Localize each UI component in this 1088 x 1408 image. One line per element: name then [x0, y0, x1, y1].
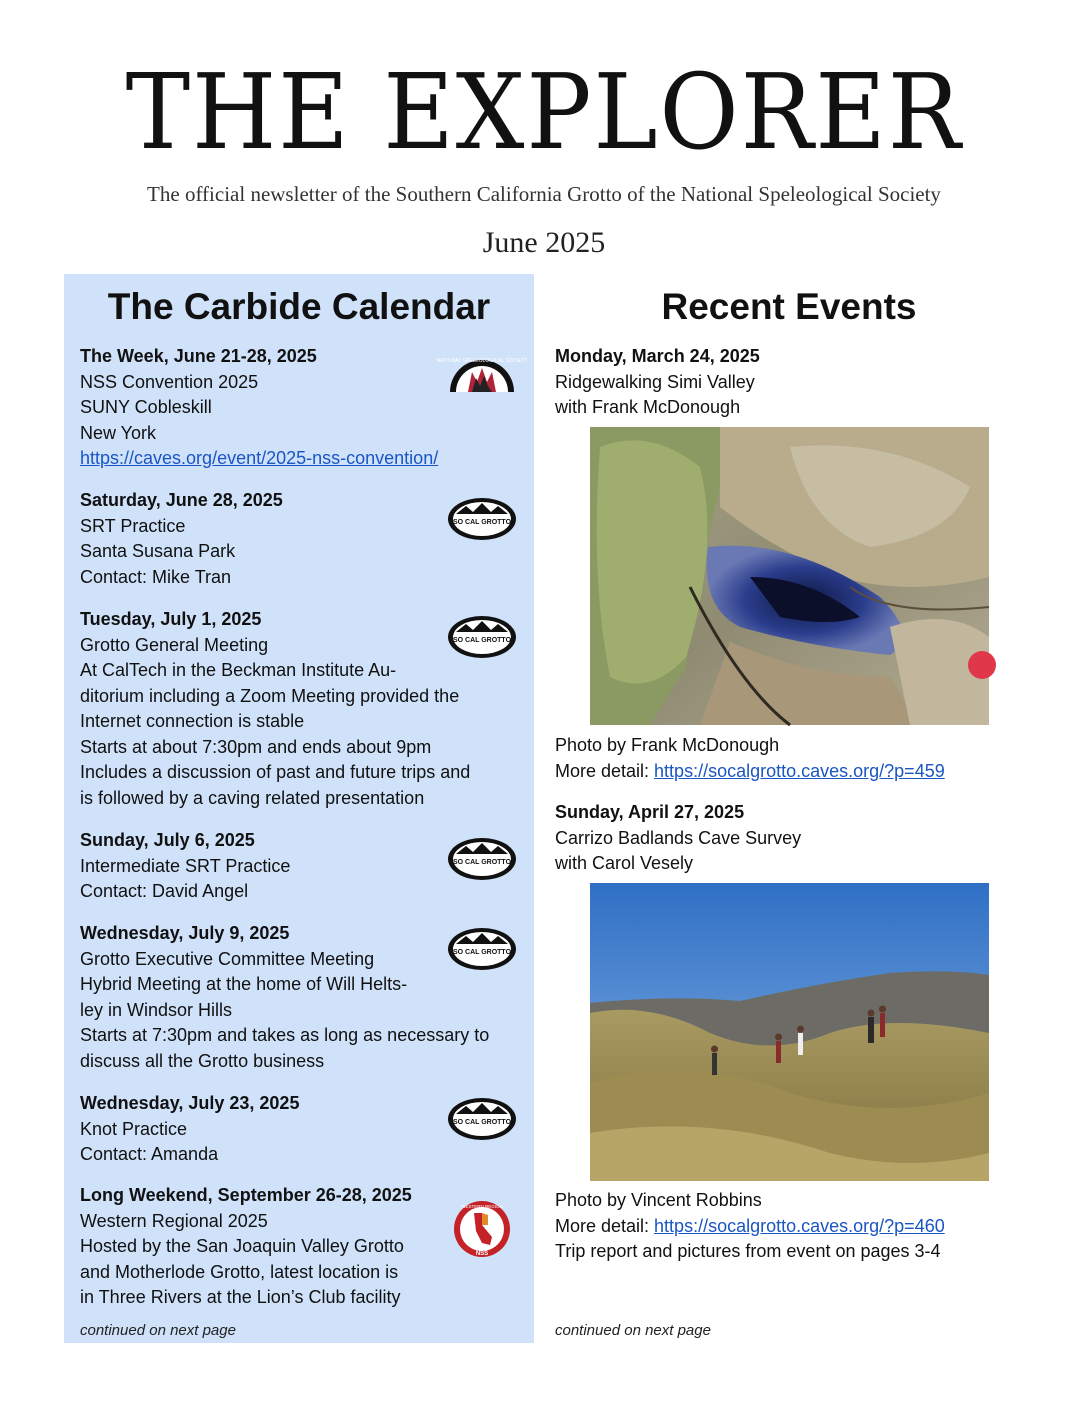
entry-line: Contact: Mike Tran [80, 566, 232, 587]
socal-grotto-logo-icon [446, 836, 518, 882]
entry-date: Wednesday, July 23, 2025 [80, 1093, 300, 1113]
socal-logo-text: SO CAL GROTTO [452, 859, 512, 866]
badlands-hikers-photo [590, 883, 989, 1181]
calendar-title: The Carbide Calendar [107, 286, 491, 327]
event-detail-link[interactable]: https://socalgrotto.caves.org/?p=460 [654, 1215, 945, 1236]
entry-line: is followed by a caving related presentation [80, 787, 425, 808]
entry-line: SRT Practice [80, 515, 186, 536]
western-logo-bottom-text: NSS [475, 1251, 489, 1257]
event-note: Trip report and pictures from event on pages 3-4 [555, 1241, 941, 1261]
entry-line: in Three Rivers at the Lion’s Club facility [80, 1287, 401, 1307]
entry-line: and Motherlode Grotto, latest location is [80, 1261, 399, 1282]
socal-grotto-logo-icon [446, 496, 518, 542]
entry-line: Contact: David Angel [80, 881, 249, 901]
entry-line: Starts at about 7:30pm and ends about 9pm [80, 736, 432, 757]
entry-line: Intermediate SRT Practice [80, 855, 291, 876]
event-credit-block [555, 733, 1025, 784]
socal-grotto-logo-icon [446, 614, 518, 660]
photo-credit: Photo by Frank McDonough [555, 735, 780, 755]
event-date: Monday, March 24, 2025 [555, 346, 760, 366]
calendar-continued-note: continued on next page [80, 1322, 236, 1339]
event-credit-block [555, 1188, 1025, 1265]
socal-grotto-logo-icon [446, 926, 518, 972]
entry-line: At CalTech in the Beckman Institute Au- [80, 660, 397, 680]
entry-line: Western Regional 2025 [80, 1210, 268, 1231]
entry-line: Santa Susana Park [80, 541, 236, 561]
entry-line: Includes a discussion of past and future trips and [80, 762, 471, 782]
entry-date: Saturday, June 28, 2025 [80, 490, 283, 510]
western-logo-top-text: WESTERN REGION [461, 1204, 503, 1209]
carbide-calendar-panel [64, 274, 534, 1343]
socal-grotto-logo-icon [446, 1096, 518, 1142]
event-line: Ridgewalking Simi Valley [555, 371, 755, 392]
entry-line: Contact: Amanda [80, 1144, 219, 1164]
event-date: Sunday, April 27, 2025 [555, 802, 745, 822]
detail-label: More detail: [555, 1215, 655, 1236]
nss-logo-icon [436, 348, 528, 394]
entry-line: discuss all the Grotto business [80, 1050, 325, 1071]
entry-line: NSS Convention 2025 [80, 371, 259, 392]
event-line: with Frank McDonough [555, 397, 741, 417]
event-item [555, 800, 1025, 877]
socal-logo-text: SO CAL GROTTO [452, 1119, 512, 1126]
detail-line [555, 759, 1025, 785]
event-item [555, 344, 1025, 421]
socal-logo-text: SO CAL GROTTO [452, 519, 512, 526]
photo-credit: Photo by Vincent Robbins [555, 1190, 762, 1210]
entry-line: Starts at 7:30pm and takes as long as necessary to [80, 1025, 490, 1045]
socal-logo-text: SO CAL GROTTO [452, 949, 512, 956]
entry-line: ditorium including a Zoom Meeting provided the [80, 685, 460, 706]
entry-line: Hosted by the San Joaquin Valley Grotto [80, 1236, 404, 1256]
nss-logo-text: NATIONAL SPELEOLOGICAL SOCIETY [436, 358, 528, 364]
socal-logo-text: SO CAL GROTTO [452, 637, 512, 644]
entry-line: ley in Windsor Hills [80, 999, 233, 1020]
entry-line: Knot Practice [80, 1118, 188, 1139]
newsletter-tagline: The official newsletter of the Southern California Grotto of the National Speleological Society [147, 182, 941, 206]
western-region-logo-icon [446, 1199, 518, 1259]
event-line: with Carol Vesely [555, 853, 694, 873]
entry-line: New York [80, 422, 157, 443]
events-title: Recent Events [661, 286, 917, 327]
events-continued-note: continued on next page [555, 1322, 711, 1339]
event-line: Carrizo Badlands Cave Survey [555, 827, 802, 848]
entry-date: The Week, June 21-28, 2025 [80, 346, 317, 366]
entry-line: SUNY Cobleskill [80, 397, 212, 417]
cave-opening-photo [590, 427, 989, 725]
detail-line [555, 1214, 1025, 1240]
entry-date: Long Weekend, September 26-28, 2025 [80, 1185, 412, 1205]
entry-line: Hybrid Meeting at the home of Will Helts- [80, 974, 408, 994]
entry-date: Wednesday, July 9, 2025 [80, 923, 290, 943]
entry-date: Sunday, July 6, 2025 [80, 830, 255, 850]
convention-link[interactable]: https://caves.org/event/2025-nss-convention/ [80, 448, 439, 468]
event-detail-link[interactable]: https://socalgrotto.caves.org/?p=459 [654, 760, 945, 781]
newsletter-masthead: THE EXPLORER [125, 51, 963, 173]
entry-date: Tuesday, July 1, 2025 [80, 609, 262, 629]
issue-date: June 2025 [482, 226, 606, 259]
entry-line: Grotto Executive Committee Meeting [80, 948, 375, 969]
detail-label: More detail: [555, 760, 655, 781]
entry-line: Internet connection is stable [80, 711, 305, 731]
entry-line: Grotto General Meeting [80, 634, 269, 655]
